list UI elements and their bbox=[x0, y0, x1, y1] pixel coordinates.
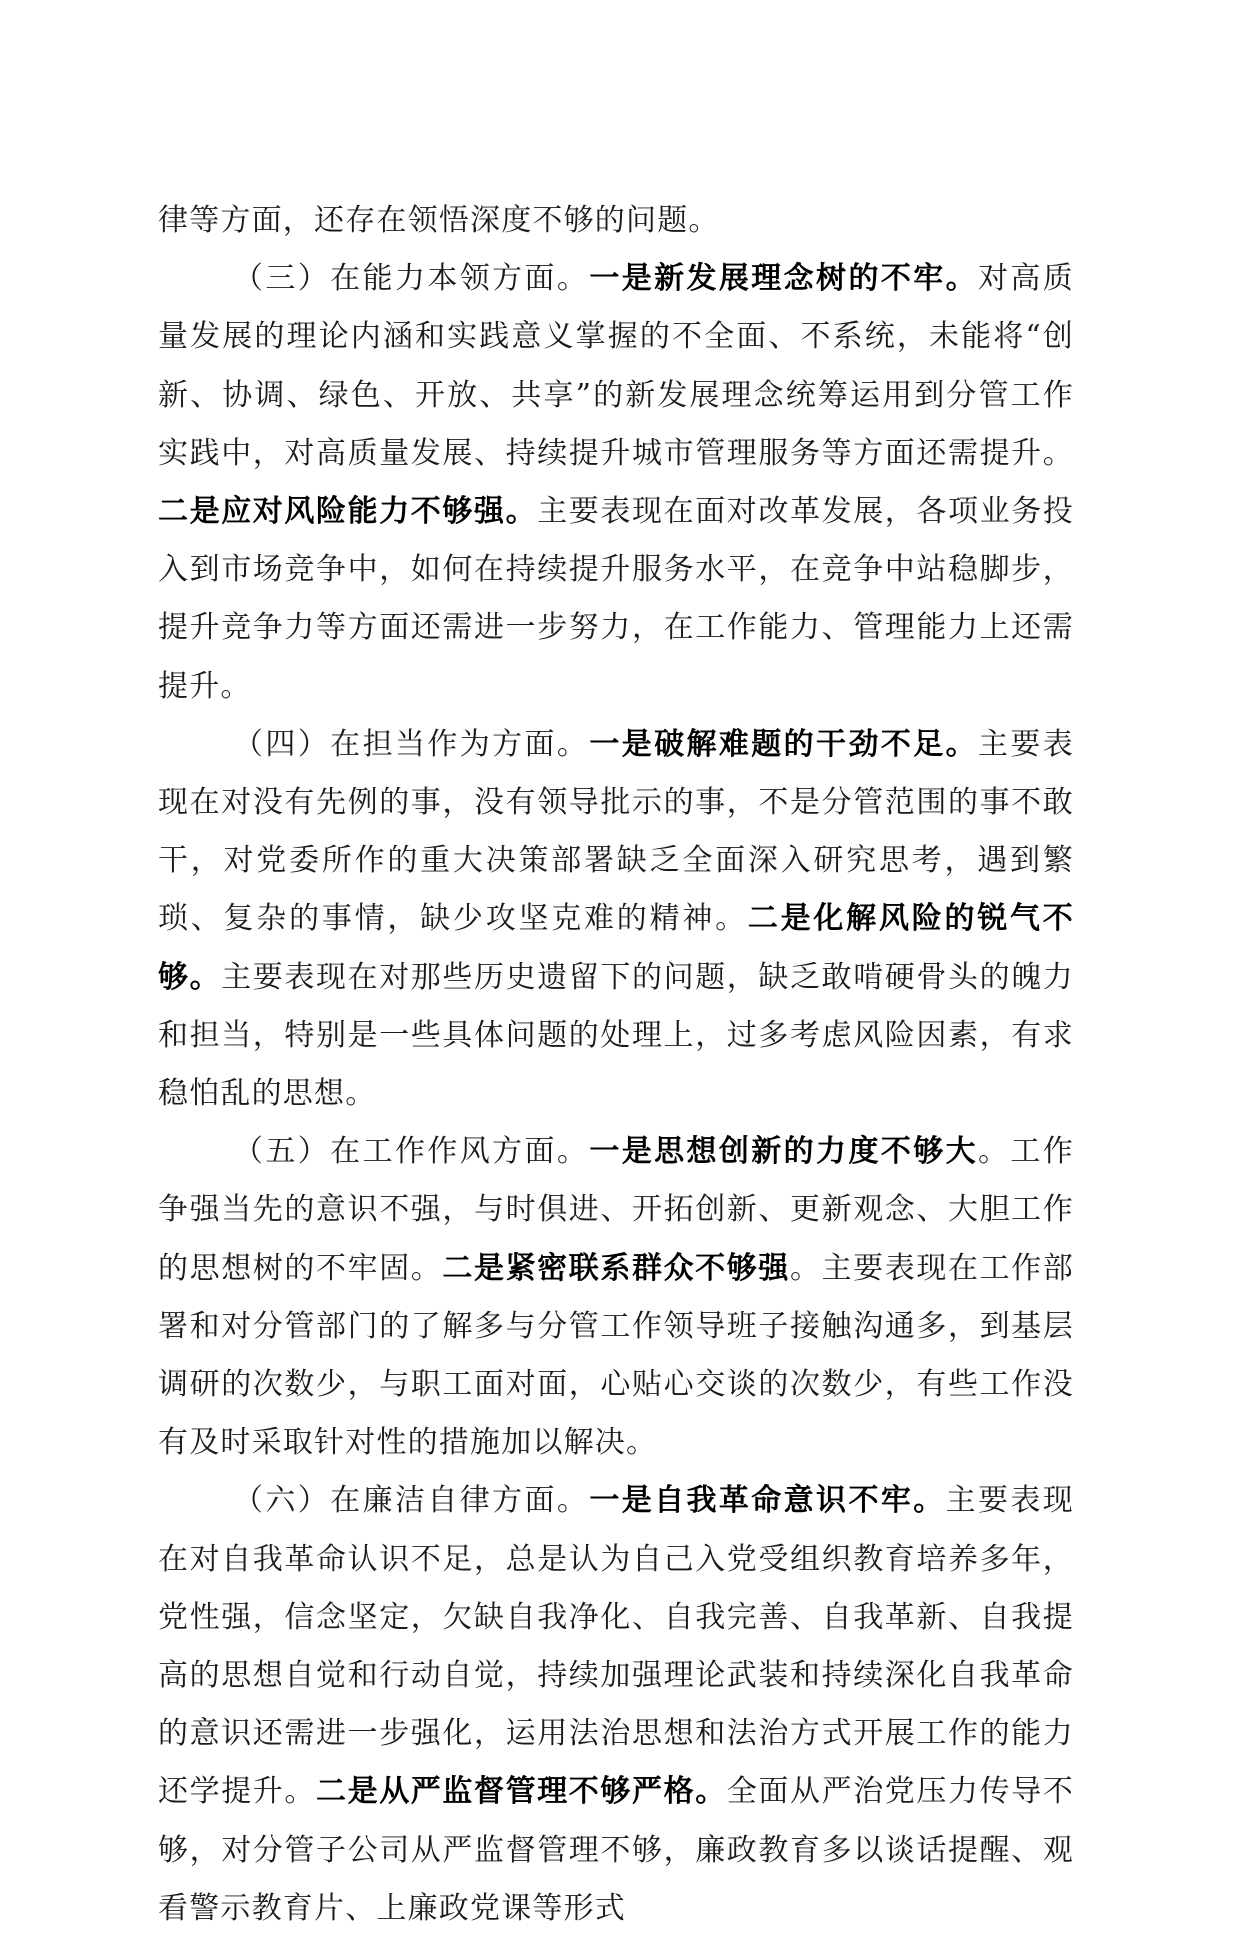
text-run: 主要表现在面对改革发展，各项业务投入到市场竞争中，如何在持续提升服务水平，在竞争中站稳脚步，提升竞争力等方面还需进一步努力，在工作能力、管理能力上还需提升。 bbox=[158, 494, 1074, 704]
text-run: 。主要表现在工作部署和对分管部门的了解多与分管工作领导班子接触沟通多，到基层调研的次数少，与职工面对面，心贴心交谈的次数少，有些工作没有及时采取针对性的措施加以解决。 bbox=[158, 1250, 1074, 1461]
section-heading-work-style: （五）在工作作风方面。 bbox=[233, 1134, 590, 1170]
paragraph-integrity bbox=[158, 1472, 1074, 1938]
point-one-heading: 一是自我革命意识不牢。 bbox=[589, 1483, 946, 1519]
text-run: 。工作争强当先的意识不强，与时俱进、开拓创新、更新观念、大胆工作的思想树的不牢固。 bbox=[158, 1134, 1074, 1286]
text-run: 主要表现在对自我革命认识不足，总是认为自己入党受组织教育培养多年，党性强，信念坚定，欠缺自我净化、自我完善、自我革新、自我提高的思想自觉和行动自觉，持续加强理论武装和持续深化自我革命的意识还需进一步强化，运用法治思想和法治方式开展工作的能力还学提升。 bbox=[158, 1483, 1074, 1810]
point-two-heading: 二是化解风险的锐气不够。 bbox=[158, 901, 1075, 995]
point-two-heading: 二是紧密联系群众不够强 bbox=[442, 1250, 790, 1286]
document-body bbox=[158, 192, 1074, 1938]
text-run: 对高质量发展的理论内涵和实践意义掌握的不全面、不系统，未能将“创新、协调、绿色、开放、共享”的新发展理念统筹运用到分管工作实践中，对高质量发展、持续提升城市管理服务等方面还需提升。 bbox=[158, 261, 1074, 471]
point-one-heading: 一是破解难题的干劲不足。 bbox=[589, 726, 979, 762]
point-one-heading: 一是新发展理念树的不牢。 bbox=[589, 261, 979, 297]
paragraph-ability bbox=[158, 250, 1074, 716]
paragraph-work-style bbox=[158, 1123, 1074, 1472]
text-run: 全面从严治党压力传导不够，对分管子公司从严监督管理不够，廉政教育多以谈话提醒、观看警示教育片、上廉政党课等形式 bbox=[158, 1774, 1074, 1926]
point-two-heading: 二是应对风险能力不够强。 bbox=[158, 494, 538, 530]
point-two-heading: 二是从严监督管理不够严格。 bbox=[316, 1774, 727, 1810]
paragraph-responsibility bbox=[158, 716, 1074, 1123]
point-one-heading: 一是思想创新的力度不够大 bbox=[589, 1134, 979, 1170]
section-heading-integrity: （六）在廉洁自律方面。 bbox=[233, 1483, 590, 1519]
section-heading-ability: （三）在能力本领方面。 bbox=[233, 261, 590, 297]
text-run: 主要表现在对那些历史遗留下的问题，缺乏敢啃硬骨头的魄力和担当，特别是一些具体问题的处理上，过多考虑风险因素，有求稳怕乱的思想。 bbox=[158, 959, 1074, 1112]
section-heading-responsibility: （四）在担当作为方面。 bbox=[233, 726, 590, 762]
paragraph-continuation bbox=[158, 192, 1074, 250]
text-run: 主要表现在对没有先例的事，没有领导批示的事，不是分管范围的事不敢干，对党委所作的重大决策部署缺乏全面深入研究思考，遇到繁琐、复杂的事情，缺少攻坚克难的精神。 bbox=[158, 726, 1074, 937]
text-run: 律等方面，还存在领悟深度不够的问题。 bbox=[158, 203, 720, 238]
